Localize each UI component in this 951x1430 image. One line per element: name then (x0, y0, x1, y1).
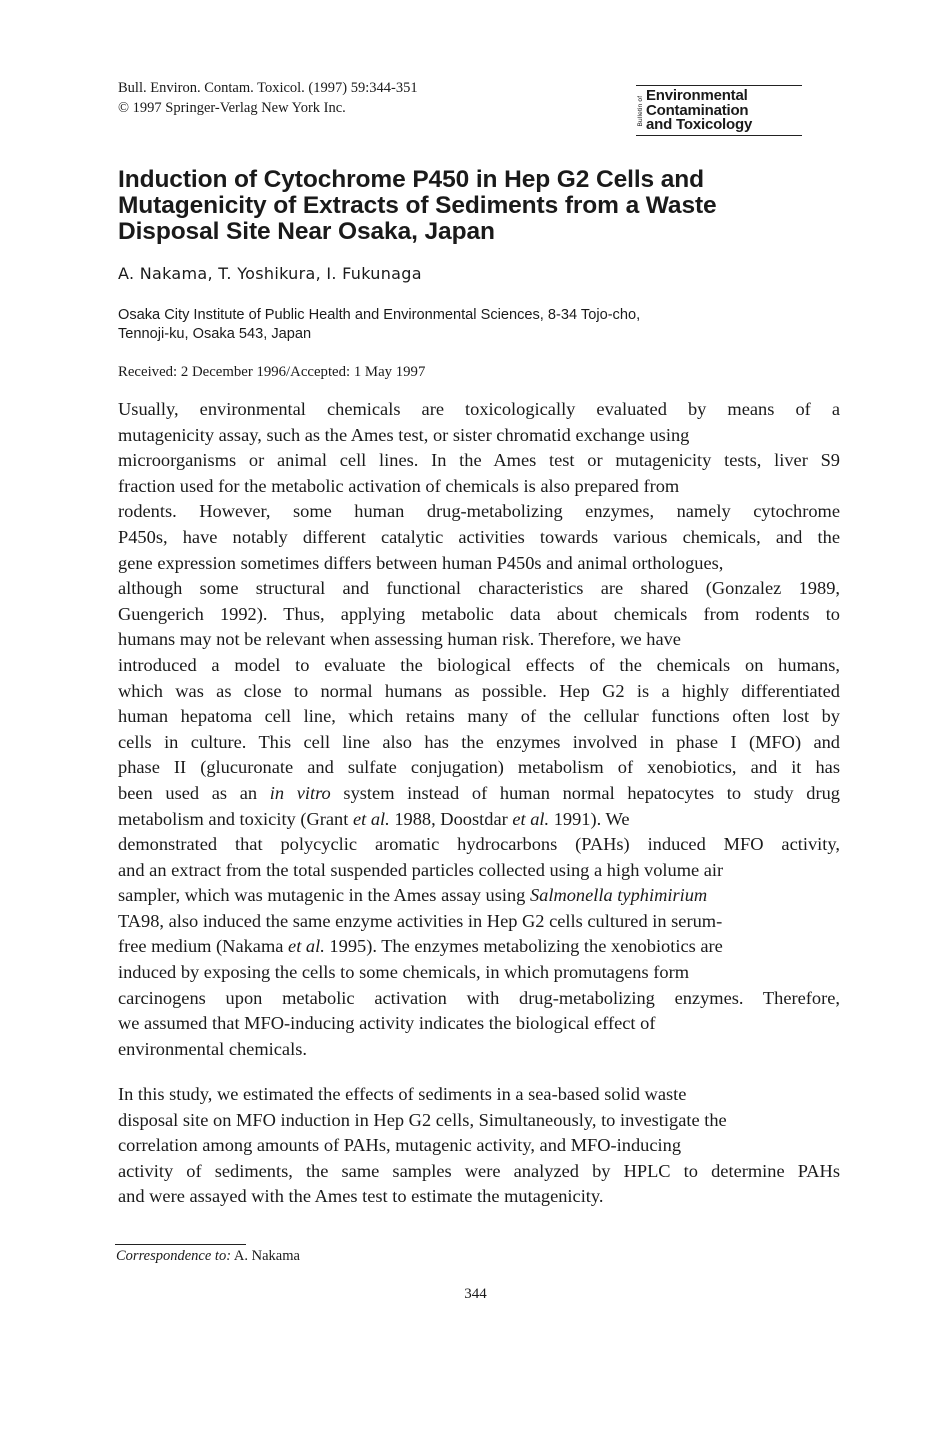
footnote-label: Correspondence to: (116, 1248, 232, 1264)
text-run: metabolism and toxicity (Grant (118, 808, 353, 829)
affiliation-line: Tennoji-ku, Osaka 543, Japan (118, 325, 312, 342)
text-line: which was as close to normal humans as possible. Hep G2 is a highly differentiated (118, 680, 840, 701)
text-run: 1988, Doostdar (389, 808, 513, 829)
text-line: introduced a model to evaluate the biological effects of the chemicals on humans, (118, 654, 840, 675)
text-run: sampler, which was mutagenic in the Ames assay using (118, 885, 530, 906)
text-line: and were assayed with the Ames test to estimate the mutagenicity. (118, 1186, 604, 1207)
text-line: microorganisms or animal cell lines. In the Ames test or mutagenicity tests, liver S9 (118, 450, 840, 471)
text-run: 1991). We (549, 808, 630, 829)
body-paragraph-2 (118, 1082, 840, 1210)
affiliation (118, 306, 798, 343)
italic-text: Salmonella typhimirium (529, 885, 708, 906)
journal-logo-words (646, 89, 752, 133)
text-line (118, 781, 840, 807)
text-line: activity of sediments, the same samples were analyzed by HPLC to determine PAHs (118, 1160, 840, 1181)
text-line: mutagenicity assay, such as the Ames test, or sister chromatid exchange using (118, 424, 690, 445)
italic-text: et al. (512, 808, 550, 829)
page-number: 344 (464, 1286, 487, 1302)
text-line: phase II (glucuronate and sulfate conjugation) metabolism of xenobiotics, and it has (118, 757, 840, 778)
author-list: A. Nakama, T. Yoshikura, I. Fukunaga (118, 264, 422, 283)
affiliation-line: Osaka City Institute of Public Health and Environmental Sciences, 8-34 Tojo-cho, (118, 307, 641, 323)
title-line: Disposal Site Near Osaka, Japan (118, 218, 495, 245)
italic-text: et al. (352, 808, 390, 829)
text-line: cells in culture. This cell line also has the enzymes involved in phase I (MFO) and (118, 731, 840, 752)
text-run: been used as an (118, 782, 270, 803)
text-line: carcinogens upon metabolic activation with drug-metabolizing enzymes. Therefore, (118, 987, 840, 1008)
footnote-name: A. Nakama (233, 1248, 300, 1264)
italic-text: in vitro (269, 782, 331, 803)
text-line (118, 934, 840, 960)
text-line: demonstrated that polycyclic aromatic hydrocarbons (PAHs) induced MFO activity, (118, 834, 840, 855)
text-line (118, 807, 840, 833)
title-line: Induction of Cytochrome P450 in Hep G2 Cells and (118, 166, 705, 193)
text-line: TA98, also induced the same enzyme activities in Hep G2 cells cultured in serum- (118, 910, 723, 931)
body-paragraph-1 (118, 397, 840, 1062)
correspondence-footnote (116, 1248, 300, 1265)
text-line: rodents. However, some human drug-metabolizing enzymes, namely cytochrome (118, 501, 840, 522)
journal-logo-side-text: Bulletin of (637, 95, 644, 127)
text-line: induced by exposing the cells to some chemicals, in which promutagens form (118, 962, 689, 983)
text-line: gene expression sometimes differs between human P450s and animal orthologues, (118, 552, 724, 573)
text-line: environmental chemicals. (118, 1038, 307, 1059)
text-line: P450s, have notably different catalytic activities towards various chemicals, and the (118, 526, 840, 547)
text-line: Usually, environmental chemicals are toxicologically evaluated by means of a (118, 399, 840, 419)
text-run: system instead of human normal hepatocytes to study drug (330, 782, 840, 803)
citation-header (118, 78, 418, 118)
journal-logo-line: Contamination (646, 101, 749, 119)
italic-text: et al. (288, 936, 325, 957)
received-dates: Received: 2 December 1996/Accepted: 1 May 1997 (118, 364, 426, 380)
journal-logo (636, 85, 802, 136)
text-line: humans may not be relevant when assessing human risk. Therefore, we have (118, 629, 681, 650)
text-run: 1995). The enzymes metabolizing the xenobiotics are (324, 936, 723, 957)
text-line: although some structural and functional characteristics are shared (Gonzalez 1989, (118, 578, 840, 599)
footnote-divider (115, 1244, 246, 1245)
copyright-text: © 1997 Springer-Verlag New York Inc. (118, 100, 346, 116)
text-line: and an extract from the total suspended particles collected using a high volume air (118, 859, 724, 880)
text-line (118, 883, 840, 909)
citation-text: Bull. Environ. Contam. Toxicol. (1997) 59:344-351 (118, 80, 418, 96)
text-line: In this study, we estimated the effects of sediments in a sea-based solid waste (118, 1084, 687, 1104)
article-title (118, 167, 818, 245)
title-line: Mutagenicity of Extracts of Sediments from a Waste (118, 192, 717, 219)
text-line: fraction used for the metabolic activation of chemicals is also prepared from (118, 475, 680, 496)
text-line: we assumed that MFO-inducing activity indicates the biological effect of (118, 1013, 656, 1034)
text-line: human hepatoma cell line, which retains many of the cellular functions often lost by (118, 706, 840, 727)
text-line: correlation among amounts of PAHs, mutagenic activity, and MFO-inducing (118, 1135, 682, 1156)
journal-logo-line: and Toxicology (646, 116, 753, 133)
text-run: free medium (Nakama (118, 936, 289, 957)
text-line: disposal site on MFO induction in Hep G2 cells, Simultaneously, to investigate the (118, 1109, 727, 1130)
text-line: Guengerich 1992). Thus, applying metabolic data about chemicals from rodents to (118, 603, 840, 624)
journal-logo-line: Environmental (646, 87, 748, 104)
